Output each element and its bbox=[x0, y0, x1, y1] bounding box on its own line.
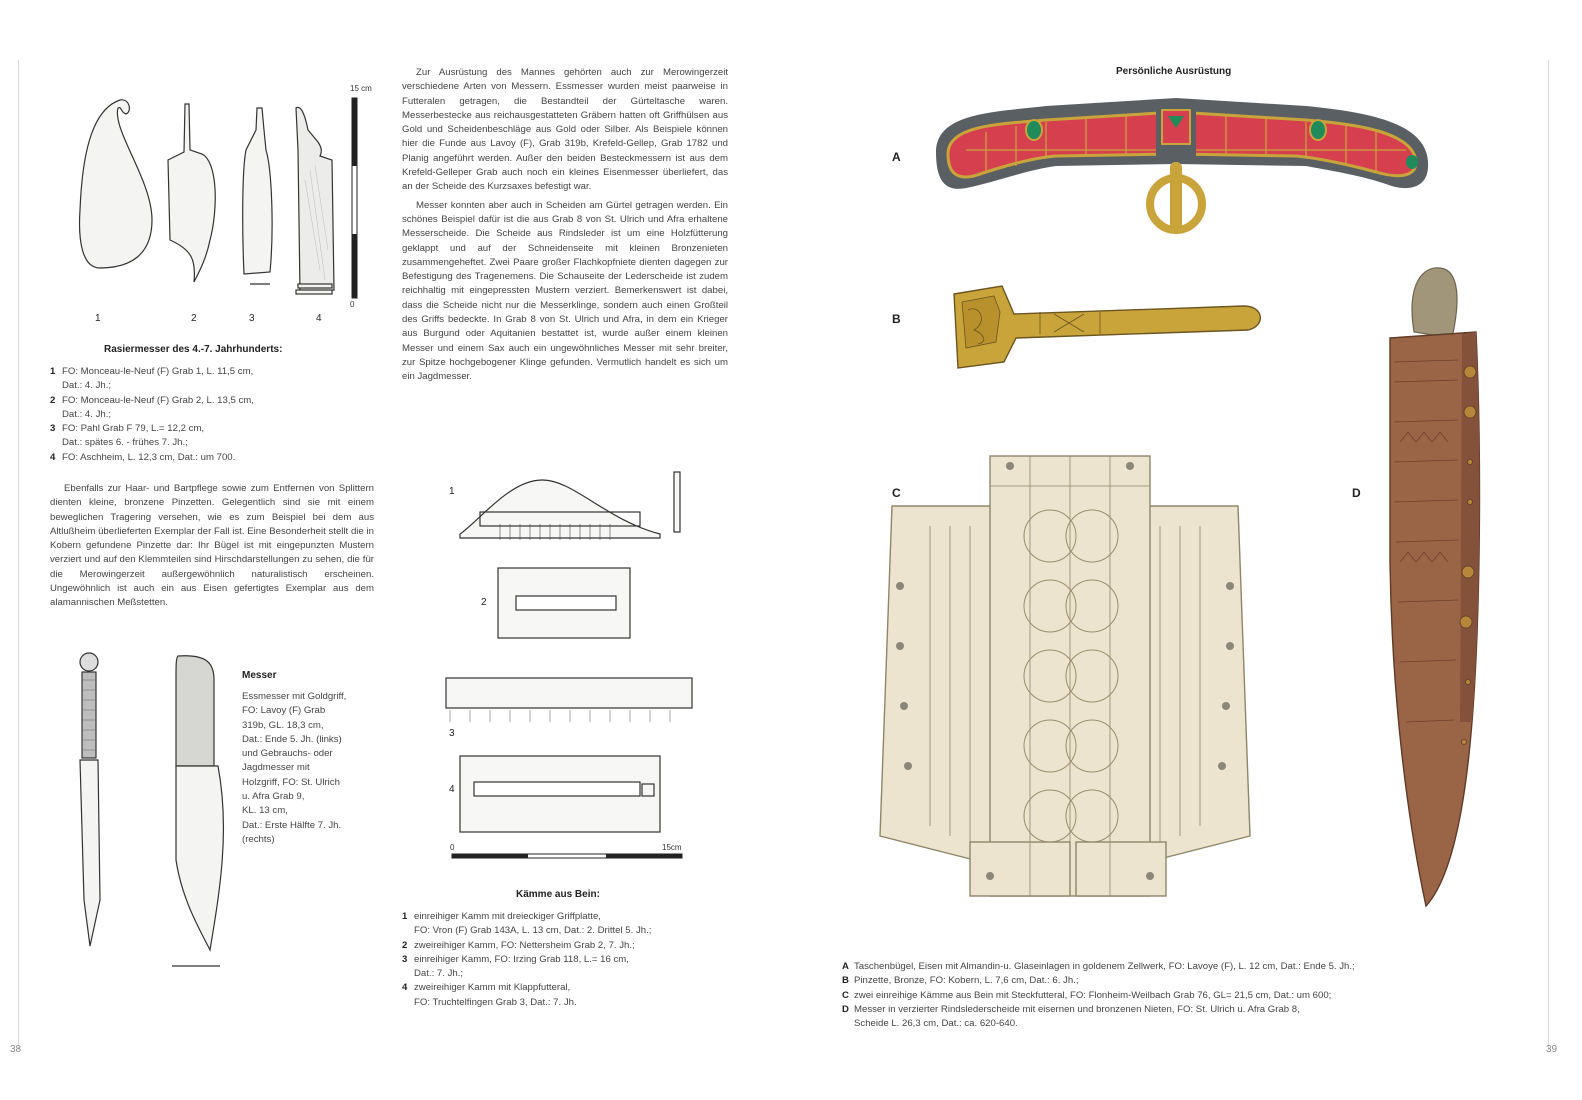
plate-label-c: C bbox=[892, 486, 901, 500]
plate-label-a: A bbox=[892, 150, 901, 164]
comb-label-3: 3 bbox=[449, 728, 455, 739]
comb-label-4: 4 bbox=[449, 784, 455, 795]
knife-drawings bbox=[60, 650, 230, 970]
purse-mount-illustration bbox=[926, 92, 1436, 238]
razor-label-2: 2 bbox=[191, 313, 197, 324]
comb-scale-left: 0 bbox=[450, 843, 455, 852]
plate-label-b: B bbox=[892, 312, 901, 326]
knives-paragraphs: Zur Ausrüstung des Mannes gehörten auch zur Merowingerzeit verschiedene Arten von Messern. Essmesser wurden meist paarweise in Futteralen getragen, die Bestandteil der Gürteltasche waren. Messerbestecke aus reichausgestatteten Gräbern hatten oft Griffhülsen aus Gold und Scheidenbeschläge aus Gold oder Silber. Als Beispiele können hier die Funde aus Lavoy (F), Grab 319b, Krefeld-Gellep, Grab 1782 und Planig angeführt werden. Außer den beiden Besteckmessern ist aus dem Krefeld-Gelleper Grab auch noch ein kleines Eisenmesser überliefert, das an der Scheide des Kurzsaxes befestigt war. Messer konnten aber auch in Scheiden am Gürtel getragen werden. Ein schönes Beispiel dafür ist die aus Grab 8 von St. Ulrich und Afra erhaltene Messerscheide. Die Scheide aus Rindsleder ist um eine Holzfütterung geklappt und auf der Schneidenseite mit kleinen Bronzenieten zusammengeheftet. Zwei Paare großer Flachkopfniete dienten dagegen zur Befestigung des Tragenemens. Die Schauseite der Lederscheide ist zudem reichhaltig mit eingepressten Mustern verziert. Bemerkenswert ist dabei, dass die Scheide nicht nur die Messerklinge, sondern auch einen Großteil des Griffs bedeckte. In Grab 8 von St. Ulrich und Afra, in dem ein Krieger aus Burgund oder Aquitanien bestattet ist, wurde außer einem kleinen Messer und einem Sax auch ein ungewöhnliches Messer mit sehr breiter, zur Spitze hochgebogener Klinge gefunden. Vermutlich handelt es sich um ein Jagdmesser. bbox=[402, 67, 728, 383]
razor-label-4: 4 bbox=[316, 313, 322, 324]
comb-captions: 1 einreihiger Kamm mit dreieckiger Griffplatte, FO: Vron (F) Grab 143A, L. 13 cm, Dat.: 2. Drittel 5. Jh.; 2 zweireihiger Kamm, FO: Nettersheim Grab 2, 7. Jh.; 3 einreihiger Kamm, FO: Irzing Grab 118, L.= 16 cm, Dat.: 7. Jh.; 4 zweireihiger Kamm mit Klappfutteral, FO: Truchtelfingen Grab 3, Dat.: 7. Jh. bbox=[402, 911, 652, 1008]
razor-captions: 1 FO: Monceau-le-Neuf (F) Grab 1, L. 11,5 cm, Dat.: 4. Jh.; 2 FO: Monceau-le-Neuf (F) Grab 2, L. 13,5 cm, Dat.: 4. Jh.; 3 FO: Pahl Grab F 79, L.= 12,2 cm, Dat.: spätes 6. - frühes 7. Jh.; 4 FO: Aschheim, L. 12,3 cm, Dat.: um 700. bbox=[50, 366, 254, 463]
knife-heading: Messer bbox=[242, 670, 277, 681]
razor-label-1: 1 bbox=[95, 313, 101, 324]
page-number-right: 39 bbox=[1546, 1044, 1558, 1055]
left-page-edge bbox=[18, 60, 19, 1050]
razor-drawings bbox=[70, 90, 390, 310]
bone-combs-illustration bbox=[880, 446, 1250, 896]
razor-scale-bar bbox=[350, 98, 360, 303]
comb-label-2: 2 bbox=[481, 597, 487, 608]
page-number-left: 38 bbox=[10, 1044, 22, 1055]
tweezers-illustration bbox=[944, 282, 1266, 368]
razor-heading: Rasiermesser des 4.-7. Jahrhunderts: bbox=[104, 344, 283, 355]
comb-label-1: 1 bbox=[449, 486, 455, 497]
comb-scale-right: 15cm bbox=[662, 843, 682, 852]
razor-label-3: 3 bbox=[249, 313, 255, 324]
comb-drawings bbox=[440, 460, 700, 860]
right-page-captions: A Taschenbügel, Eisen mit Almandin-u. Glaseinlagen in goldenem Zellwerk, FO: Lavoye (F), L. 12 cm, Dat.: Ende 5. Jh.; B Pinzette, Bronze, FO: Kobern, L. 7,6 cm, Dat.: 6. Jh.; C zwei einreihige Kämme aus Bein mit Steckfutteral, FO: Flonheim-Weilbach Grab 76, GL= 21,5 cm, Dat.: um 600; D Messer in verzierter Rindslederscheide mit eisernen und bronzenen Nieten, FO: St. Ulrich u. Afra Grab 8, Scheide L. 26,3 cm, Dat.: ca. 620-640. bbox=[842, 961, 1355, 1030]
knife-sheath-illustration bbox=[1384, 262, 1494, 912]
razor-scale-bottom: 0 bbox=[350, 300, 355, 309]
plate-label-d: D bbox=[1352, 486, 1361, 500]
right-page-edge bbox=[1548, 60, 1549, 1050]
comb-heading: Kämme aus Bein: bbox=[516, 889, 600, 900]
knife-caption: Essmesser mit Goldgriff, FO: Lavoy (F) Grab 319b, GL. 18,3 cm, Dat.: Ende 5. Jh. (links) und Gebrauchs- oder Jagdmesser mit Holzgriff, FO: St. Ulrich u. Afra Grab 9, KL. 13 cm, Dat.: Erste Hälfte 7. Jh. (rechts) bbox=[242, 691, 347, 845]
tweezers-paragraph: Ebenfalls zur Haar- und Bartpflege sowie zum Entfernen von Splittern dienten kleine, bronzene Pinzetten. Gelegentlich sind sie mit einem beweglichen Tragering versehen, wie es zum Beispiel bei dem aus Altlußheim überlieferten Exemplar der Fall ist. Eine Besonderheit stellt die in Kobern gefundene Pinzette dar: Ihr Bügel ist mit eingepunzten Mustern verziert und auf den Klemmteilen sind Hirschdarstellungen zu sehen, die für die Merowingerzeit außergewöhnlich naturalistisch erscheinen. Ungewöhnlich ist auch ein aus Eisen gefertigtes Exemplar aus dem alamannischen Meßstetten. bbox=[50, 483, 374, 609]
right-page-title: Persönliche Ausrüstung bbox=[1116, 66, 1232, 77]
razor-scale-top: 15 cm bbox=[350, 84, 372, 93]
